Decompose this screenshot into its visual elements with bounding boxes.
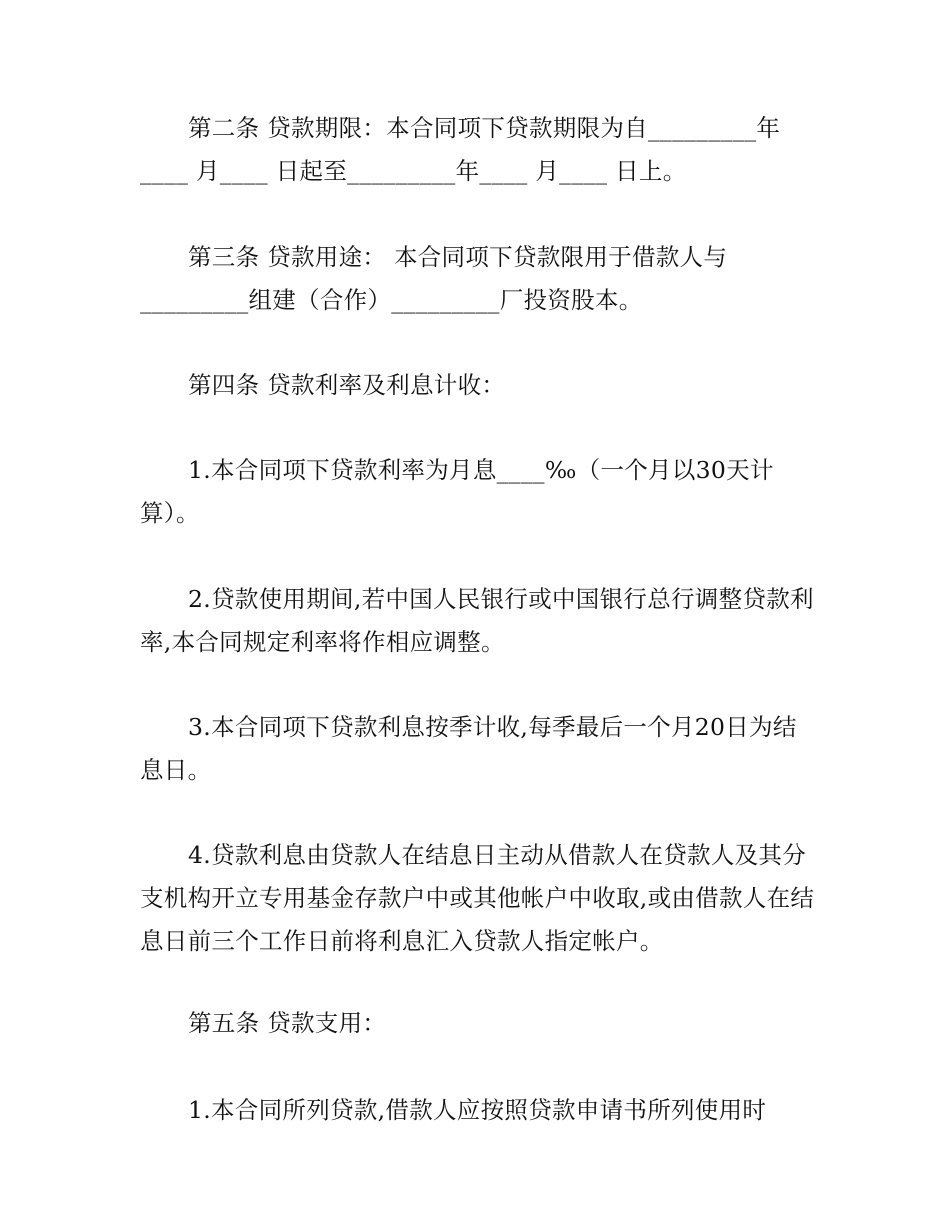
article-4-item-4: 4.贷款利息由贷款人在结息日主动从借款人在贷款人及其分支机构开立专用基金存款户中或其他帐户中收取,或由借款人在结息日前三个工作日前将利息汇入贷款人指定帐户。 (140, 841, 815, 955)
article-4-item-3: 3.本合同项下贷款利息按季计收,每季最后一个月20日为结息日。 (140, 713, 797, 784)
article-3-loan-purpose: 第三条 贷款用途： 本合同项下贷款限用于借款人与_________组建（合作）_________厂投资股本。 (140, 243, 728, 314)
article-4-item-1: 1.本合同项下贷款利率为月息____‰（一个月以30天计算）。 (140, 456, 774, 527)
article-5-item-1: 1.本合同所列贷款,借款人应按照贷款申请书所列使用时 (188, 1096, 767, 1124)
article-2-loan-term: 第二条 贷款期限：本合同项下贷款期限为自_________年____ 月____ 日起至_________年____ 月____ 日上。 (140, 114, 781, 185)
article-4-item-2: 2.贷款使用期间,若中国人民银行或中国银行总行调整贷款利率,本合同规定利率将作相应调整。 (140, 585, 814, 656)
article-4-heading: 第四条 贷款利率及利息计收： (188, 371, 506, 399)
article-5-heading: 第五条 贷款支用： (188, 1009, 387, 1037)
